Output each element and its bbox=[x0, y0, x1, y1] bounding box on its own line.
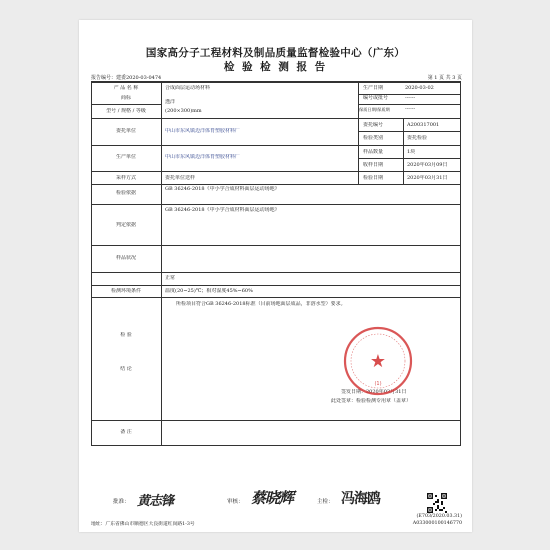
table-rule bbox=[91, 272, 461, 273]
table-rule bbox=[161, 82, 162, 445]
client-no-value: A200317001 bbox=[407, 122, 440, 128]
model-value-1: 透洋 bbox=[165, 99, 176, 105]
report-title-line1: 国家高分子工程材料及制品质量监督检验中心（广东） bbox=[145, 47, 406, 59]
client-label: 委托单位 bbox=[115, 128, 136, 134]
table-rule bbox=[91, 171, 461, 172]
test-date-label: 检验日期 bbox=[363, 175, 384, 181]
official-seal bbox=[342, 325, 414, 397]
product-name-label: 产 品 名 称 bbox=[113, 85, 139, 91]
model-value-2: (200×300)mm bbox=[165, 108, 202, 114]
receive-date-label: 收样日期 bbox=[363, 162, 384, 168]
test-type-value: 委托检验 bbox=[407, 135, 428, 141]
conclusion-label-2: 结 论 bbox=[120, 366, 132, 372]
reviewer-signature: 蔡晓辉 bbox=[251, 489, 294, 507]
report-page bbox=[79, 20, 472, 532]
product-name-value: 合成面层运动场材料 bbox=[165, 85, 211, 91]
test-date-value: 2020年03月31日 bbox=[407, 175, 448, 181]
table-rule bbox=[91, 184, 461, 185]
table-rule bbox=[91, 118, 461, 119]
batch-value: ------ bbox=[405, 95, 416, 101]
batch-label: 编号或批号 bbox=[363, 95, 389, 101]
sample-qty-value: 1块 bbox=[407, 149, 416, 155]
shelf-value: ------ bbox=[405, 106, 416, 112]
table-rule bbox=[91, 245, 461, 246]
basis-value: GB 36246-2018《中小学合成材料面层运动场地》 bbox=[165, 186, 280, 192]
qr-code-icon bbox=[427, 493, 447, 513]
table-rule bbox=[91, 297, 461, 298]
env-value: 温度(20~25)℃；相对湿度45%~60% bbox=[165, 288, 253, 294]
sample-state-label: 样品状况 bbox=[115, 255, 136, 261]
footer-form-code: (E703/2020.03.31) bbox=[416, 514, 462, 519]
shelf-label: 保质日期/保质期 bbox=[359, 107, 390, 112]
page-info: 第 1 页 共 3 页 bbox=[427, 75, 462, 81]
sampling-value: 委托单位送样 bbox=[165, 175, 196, 181]
table-rule bbox=[91, 104, 161, 105]
stamp-note: 此处签章：检验检测专用章（盖章） bbox=[331, 398, 412, 404]
production-date-label: 生产日期 bbox=[363, 85, 384, 91]
judge-value: GB 36246-2018《中小学合成材料面层运动场地》 bbox=[165, 207, 280, 213]
footer-address: 地址：广东省佛山市顺德区大良街道红岗路1-3号 bbox=[91, 522, 195, 527]
footer-cert-code: A033000100146770 bbox=[412, 521, 462, 526]
table-rule bbox=[91, 145, 461, 146]
table-rule bbox=[91, 445, 461, 446]
client-no-label: 委托编号 bbox=[363, 122, 384, 128]
model-label: 型号 / 规格 / 等级 bbox=[106, 108, 146, 114]
conclusion-text: 所检项目符合GB 36246-2018标准（目前场地面层成品，非溶水型）要求。 bbox=[176, 301, 346, 307]
env-label: 检测环境条件 bbox=[110, 288, 141, 294]
seal-star: ★ bbox=[369, 351, 387, 372]
sample-state-value: 正常 bbox=[165, 275, 176, 281]
tester-signature: 冯海鸥 bbox=[341, 491, 380, 507]
manufacturer-label: 生产单位 bbox=[115, 154, 136, 160]
table-rule bbox=[91, 420, 461, 421]
report-table bbox=[91, 82, 461, 506]
conclusion-label-1: 检 验 bbox=[120, 332, 132, 338]
trademark-label: 商标 bbox=[120, 95, 131, 101]
tester-label: 主检： bbox=[317, 499, 334, 505]
table-rule bbox=[358, 158, 461, 159]
remarks-label: 备 注 bbox=[120, 429, 132, 435]
manufacturer-value: 中山市东风镇迈洋体育塑胶材料厂 bbox=[165, 154, 241, 160]
client-value: 中山市东风镇迈洋体育塑胶材料厂 bbox=[165, 128, 241, 134]
approver-label: 批准： bbox=[113, 499, 130, 505]
test-type-label: 检验类别 bbox=[363, 135, 384, 141]
approver-signature: 黄志锋 bbox=[137, 494, 174, 509]
table-rule bbox=[358, 82, 359, 184]
reviewer-label: 审核： bbox=[227, 499, 244, 505]
judge-label: 判定依据 bbox=[115, 222, 136, 228]
report-title-line2: 检 验 检 测 报 告 bbox=[223, 61, 328, 73]
sampling-label: 采样方式 bbox=[115, 175, 136, 181]
table-rule bbox=[91, 285, 461, 286]
table-rule bbox=[91, 82, 92, 445]
sample-qty-label: 样品数量 bbox=[363, 149, 384, 155]
basis-label: 检验依据 bbox=[115, 190, 136, 196]
table-rule bbox=[358, 131, 461, 132]
receive-date-value: 2020年03月09日 bbox=[407, 162, 448, 168]
seal-number: (1) bbox=[374, 381, 382, 387]
table-rule bbox=[91, 82, 461, 83]
report-number: 报告编号：建委2020-03-0474 bbox=[91, 75, 162, 81]
table-rule bbox=[403, 118, 404, 184]
table-rule bbox=[358, 104, 461, 105]
production-date-value: 2020-03-02 bbox=[405, 85, 434, 91]
sign-date: 签发日期：2020年03月31日 bbox=[341, 389, 407, 395]
table-rule bbox=[91, 204, 461, 205]
